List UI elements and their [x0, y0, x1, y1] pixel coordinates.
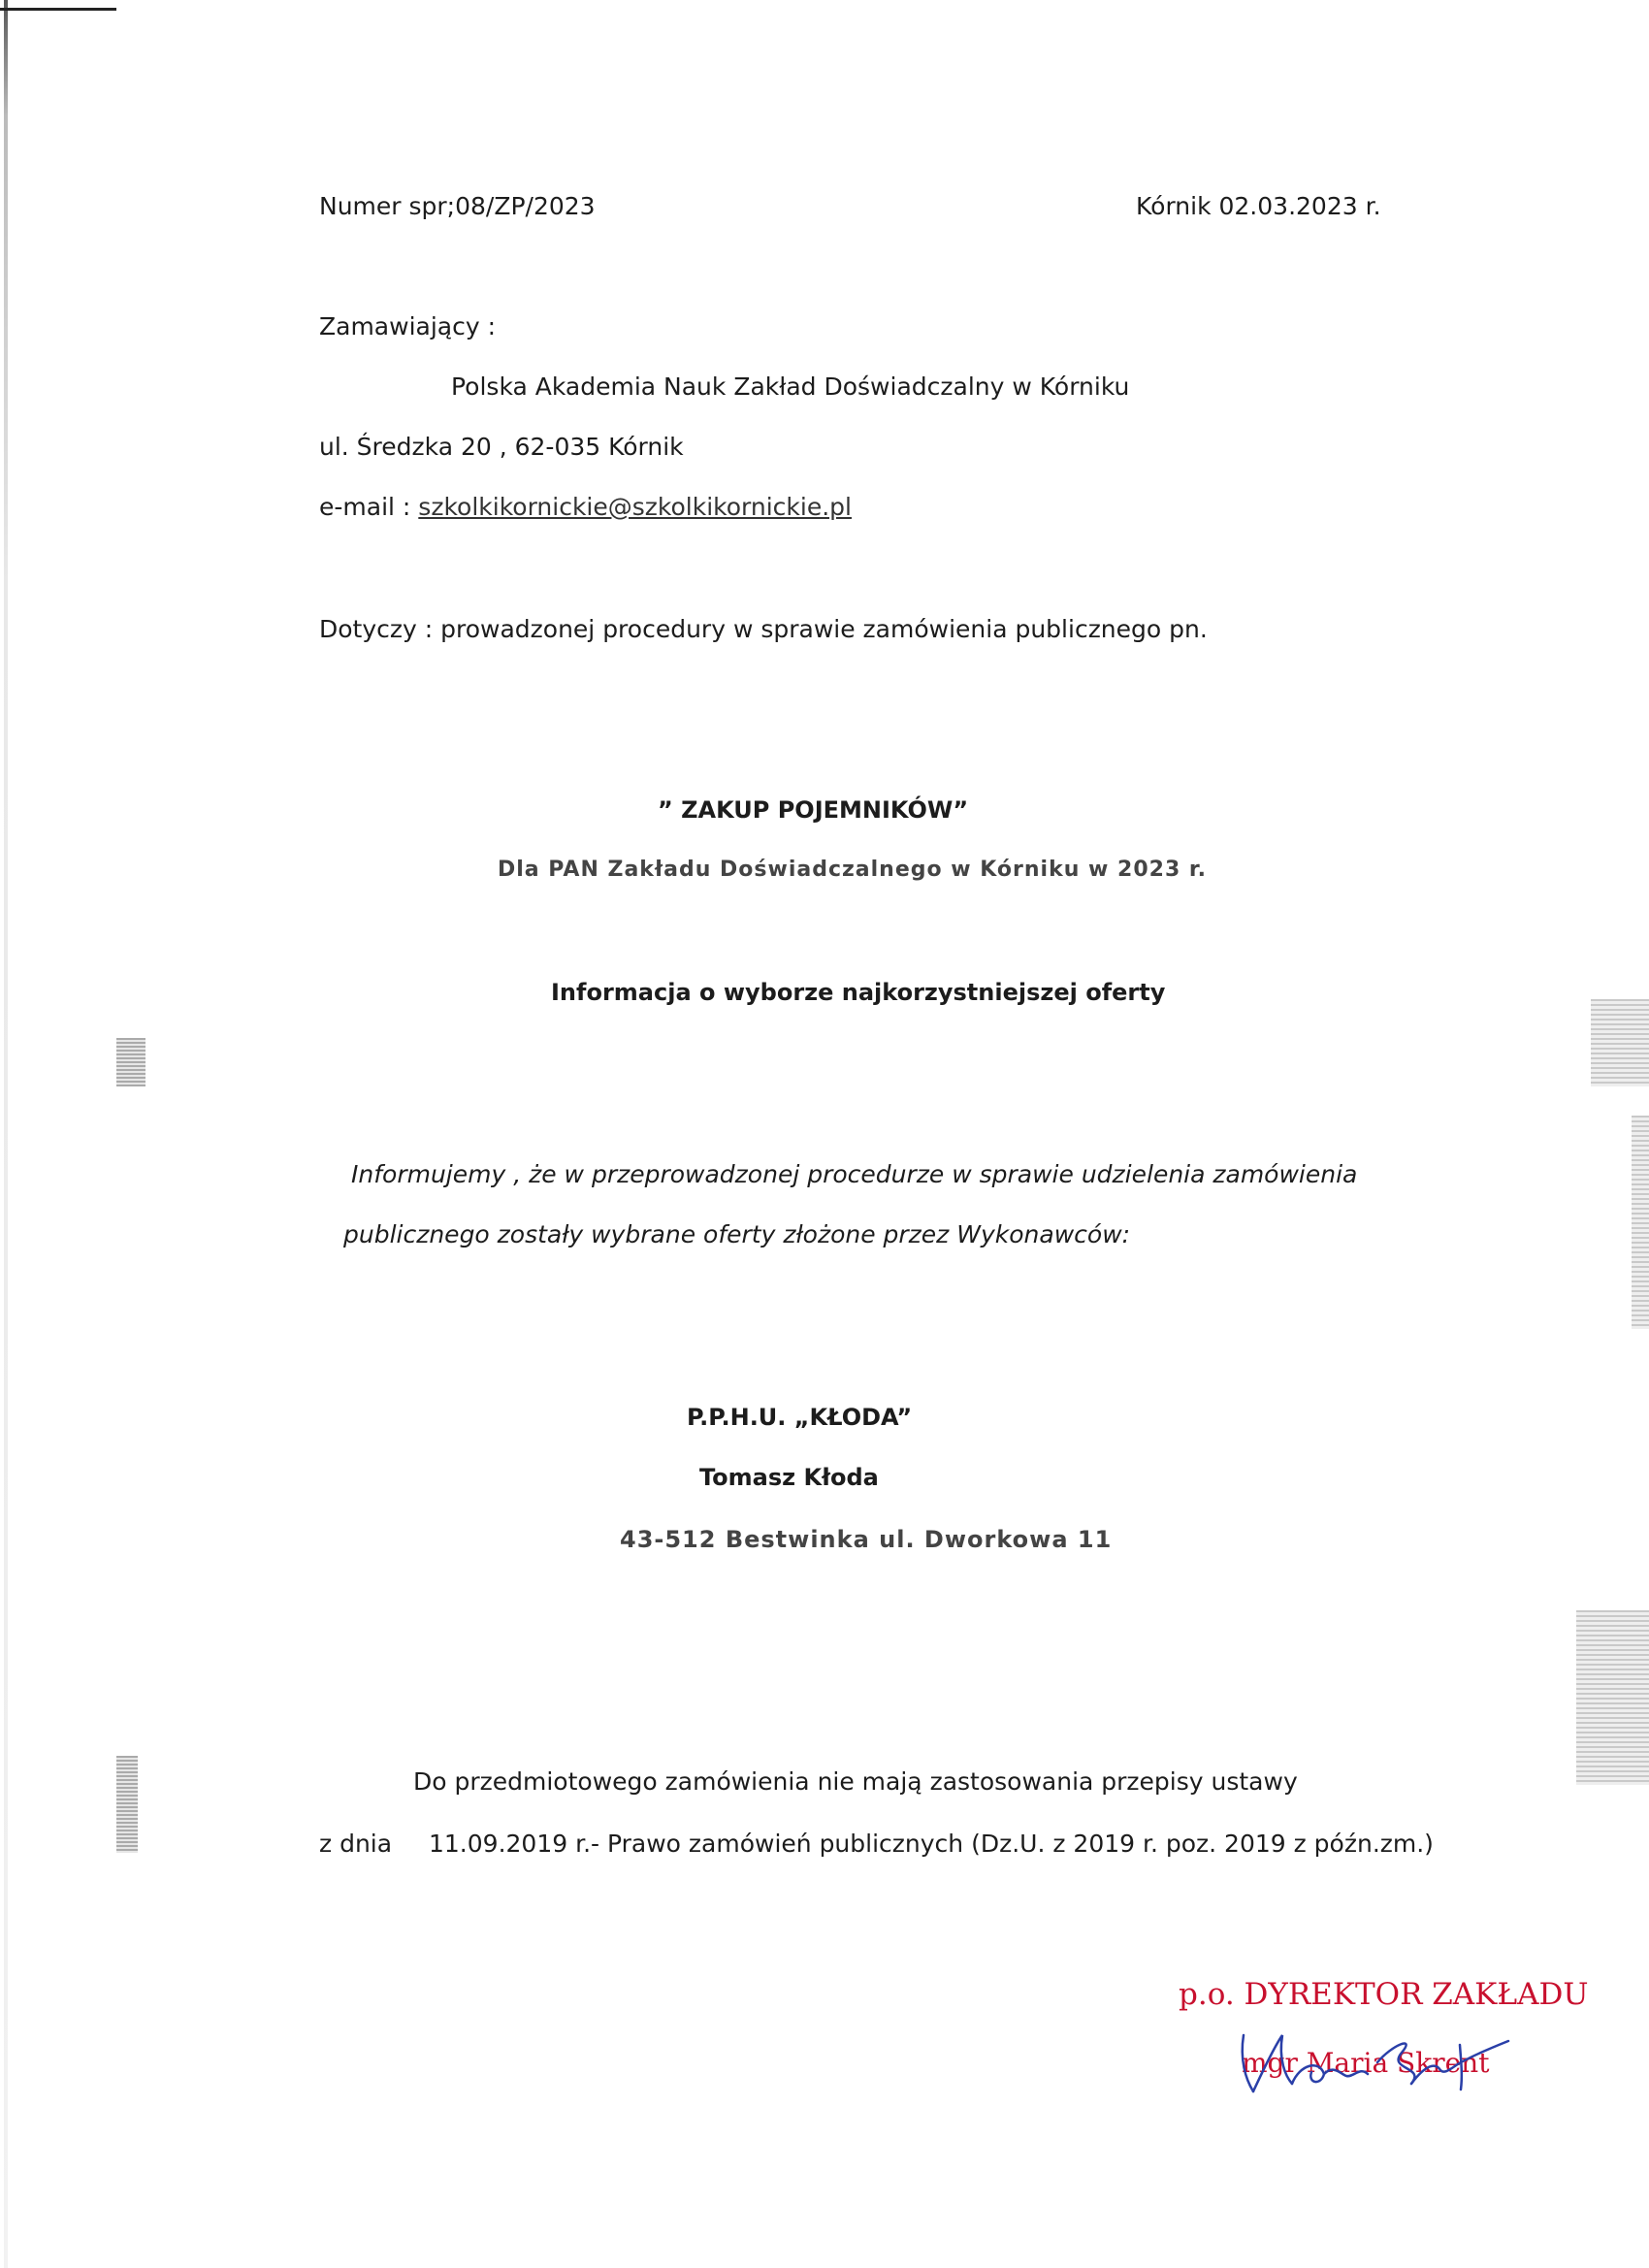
- handwritten-signature: [1232, 2006, 1523, 2103]
- order-title: ” ZAKUP POJEMNIKÓW”: [658, 796, 969, 824]
- director-stamp: [1179, 1977, 1589, 2093]
- scan-left-edge: [4, 0, 8, 2268]
- stamp-name: mgr Maria Skrent: [1242, 2047, 1490, 2079]
- legal-line-2: 11.09.2019 r.- Prawo zamówień publicznych (Dz.U. z 2019 r. poz. 2019 z późn.zm.): [429, 1830, 1434, 1858]
- scan-streak-left-1: [116, 1038, 146, 1086]
- email-line: [319, 493, 852, 522]
- intro-line-2: publicznego zostały wybrane oferty złożone przez Wykonawców:: [343, 1220, 1131, 1248]
- ordering-party-label: Zamawiający :: [319, 312, 497, 340]
- subject: Dotyczy : prowadzonej procedury w sprawie zamówienia publicznego pn.: [319, 615, 1208, 643]
- contractor-person: Tomasz Kłoda: [699, 1464, 879, 1491]
- order-subtitle: Dla PAN Zakładu Doświadczalnego w Kórniku w 2023 r.: [498, 858, 1207, 882]
- contractor-address: 43-512 Bestwinka ul. Dworkowa 11: [620, 1526, 1113, 1553]
- legal-line-1: Do przedmiotowego zamówienia nie mają zastosowania przepisy ustawy: [413, 1767, 1298, 1796]
- email-link[interactable]: szkolkikornickie@szkolkikornickie.pl: [418, 493, 852, 521]
- scan-streak-right-3: [1576, 1610, 1649, 1785]
- heading: Informacja o wyborze najkorzystniejszej oferty: [551, 979, 1166, 1006]
- legal-line-2-prefix: z dnia: [319, 1830, 393, 1858]
- scan-top-mark: [0, 8, 116, 11]
- stamp-title: p.o. DYREKTOR ZAKŁADU: [1179, 1977, 1589, 2012]
- address: ul. Średzka 20 , 62-035 Kórnik: [319, 433, 684, 461]
- email-label: e-mail :: [319, 493, 419, 521]
- reference-number: Numer spr;08/ZP/2023: [319, 192, 596, 220]
- intro-line-1: Informujemy , że w przeprowadzonej procedurze w sprawie udzielenia zamówienia: [351, 1160, 1358, 1188]
- place-date: Kórnik 02.03.2023 r.: [1136, 192, 1381, 220]
- scan-streak-left-2: [116, 1756, 138, 1853]
- scan-streak-right-2: [1632, 1116, 1649, 1329]
- scan-streak-right-1: [1591, 999, 1649, 1086]
- institution-name: Polska Akademia Nauk Zakład Doświadczalny w Kórniku: [451, 373, 1130, 401]
- contractor-company: P.P.H.U. „KŁODA”: [687, 1404, 913, 1431]
